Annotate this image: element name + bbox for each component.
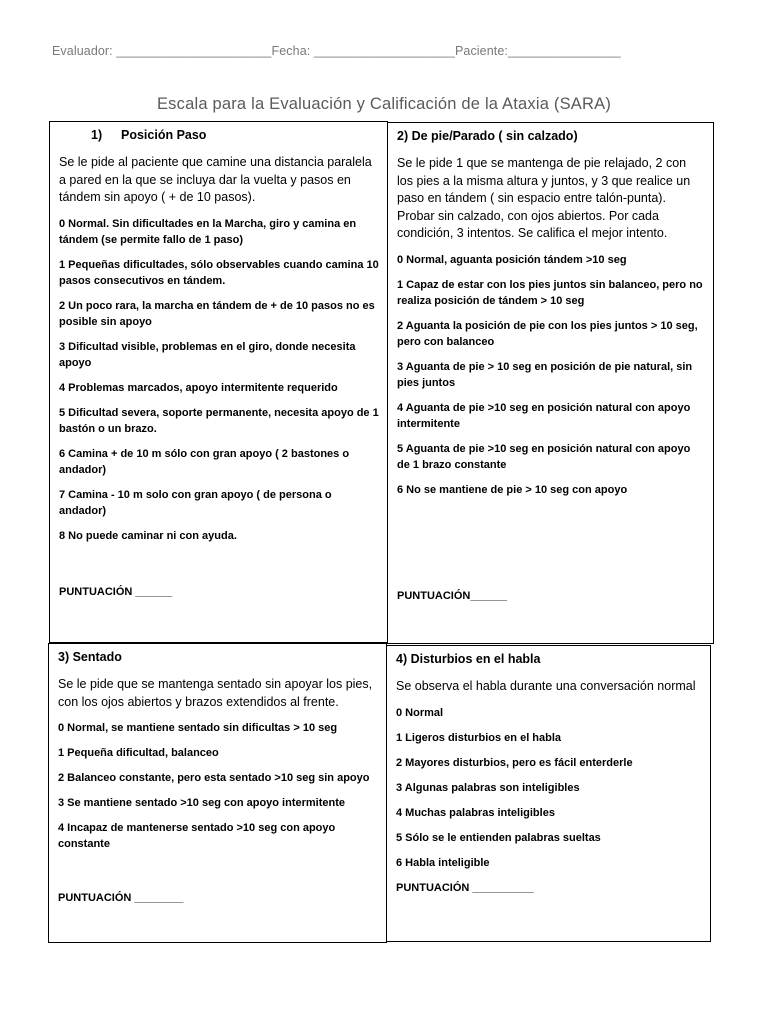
- score-field: PUNTUACIÓN______: [397, 590, 508, 602]
- section-intro: Se le pide al paciente que camine una distancia paralela a pared en la que se incluya dar la vuelta y pasos en tándem sin apoyo ( + de 10 pasos).: [59, 155, 372, 204]
- score-option: 1 Pequeñas dificultades, sólo observables cuando camina 10 pasos consecutivos en tándem.: [59, 258, 379, 287]
- score-field: PUNTUACIÓN ______: [59, 586, 173, 598]
- score-option: 3 Aguanta de pie > 10 seg en posición de pie natural, sin pies juntos: [397, 360, 693, 389]
- section-title: 3) Sentado: [58, 650, 122, 664]
- score-option: 5 Aguanta de pie >10 seg en posición natural con apoyo de 1 brazo constante: [397, 442, 691, 471]
- score-option: 2 Un poco rara, la marcha en tándem de + de 10 pasos no es posible sin apoyo: [59, 299, 375, 328]
- section-sitting: [48, 643, 387, 943]
- evaluador-label: Evaluador:: [52, 44, 113, 58]
- paciente-blank: ________________: [507, 44, 621, 58]
- score-option: 2 Aguanta la posición de pie con los pies juntos > 10 seg, pero con balanceo: [397, 319, 698, 348]
- section-number: 1): [91, 128, 103, 142]
- score-option: 6 Camina + de 10 m sólo con gran apoyo ( 2 bastones o andador): [59, 447, 350, 476]
- score-field: PUNTUACIÓN __________: [396, 881, 534, 894]
- score-option: 6 Habla inteligible: [396, 856, 490, 869]
- score-option: 2 Mayores disturbios, pero es fácil enterderle: [396, 756, 633, 769]
- evaluador-blank: ______________________: [116, 44, 272, 58]
- section-title-text: Posición Paso: [121, 128, 207, 142]
- fecha-label: Fecha:: [271, 44, 311, 58]
- score-field: PUNTUACIÓN ________: [58, 892, 184, 904]
- section-gait: [49, 121, 388, 643]
- score-option: 0 Normal. Sin dificultades en la Marcha, giro y camina en tándem (se permite fallo de 1 paso): [59, 217, 357, 246]
- score-option: 3 Se mantiene sentado >10 seg con apoyo intermitente: [58, 797, 346, 809]
- score-option: 2 Balanceo constante, pero esta sentado >10 seg sin apoyo: [58, 772, 370, 784]
- score-option: 4 Aguanta de pie >10 seg en posición natural con apoyo intermitente: [397, 401, 691, 430]
- score-option: 1 Pequeña dificultad, balanceo: [58, 747, 219, 759]
- section-stance: [387, 122, 714, 644]
- score-option: 8 No puede caminar ni con ayuda.: [59, 529, 237, 542]
- score-option: 6 No se mantiene de pie > 10 seg con apoyo: [397, 483, 628, 496]
- score-option: 0 Normal, se mantiene sentado sin dificultas > 10 seg: [58, 722, 338, 734]
- section-speech: [386, 645, 711, 942]
- score-option: 4 Incapaz de mantenerse sentado >10 seg con apoyo constante: [58, 822, 336, 850]
- section-title: 4) Disturbios en el habla: [396, 652, 541, 666]
- header-fields: [52, 44, 621, 58]
- section-intro: Se observa el habla durante una conversación normal: [396, 679, 696, 693]
- fecha-blank: ____________________: [313, 44, 455, 58]
- score-option: 4 Problemas marcados, apoyo intermitente requerido: [59, 381, 338, 394]
- score-option: 5 Sólo se le entienden palabras sueltas: [396, 831, 601, 844]
- score-option: 7 Camina - 10 m solo con gran apoyo ( de persona o andador): [59, 488, 332, 517]
- paciente-label: Paciente:: [454, 44, 508, 58]
- score-option: 5 Dificultad severa, soporte permanente, necesita apoyo de 1 bastón o un brazo.: [59, 406, 379, 435]
- score-option: 0 Normal, aguanta posición tándem >10 seg: [397, 253, 627, 266]
- score-option: 1 Ligeros disturbios en el habla: [396, 731, 562, 744]
- section-intro: Se le pide que se mantenga sentado sin apoyar los pies, con los ojos abiertos y brazos extendidos al frente.: [58, 677, 373, 709]
- score-option: 3 Algunas palabras son inteligibles: [396, 781, 580, 794]
- section-title: 2) De pie/Parado ( sin calzado): [397, 129, 578, 143]
- section-intro: Se le pide 1 que se mantenga de pie relajado, 2 con los pies a la misma altura y juntos, y 3 que realice un paso en tándem ( sin espacio entre talón-punta). Probar sin calzado, con ojos abiertos. Por cada condición, 3 intentos. Se califica el mejor intento.: [397, 156, 691, 240]
- section-title: [59, 128, 379, 142]
- score-option: 4 Muchas palabras inteligibles: [396, 806, 555, 819]
- score-option: 0 Normal: [396, 706, 444, 719]
- score-option: 1 Capaz de estar con los pies juntos sin balanceo, pero no realiza posición de tándem > 10 seg: [397, 278, 703, 307]
- page-title: Escala para la Evaluación y Calificación de la Ataxia (SARA): [156, 95, 612, 113]
- score-option: 3 Dificultad visible, problemas en el giro, donde necesita apoyo: [59, 340, 356, 369]
